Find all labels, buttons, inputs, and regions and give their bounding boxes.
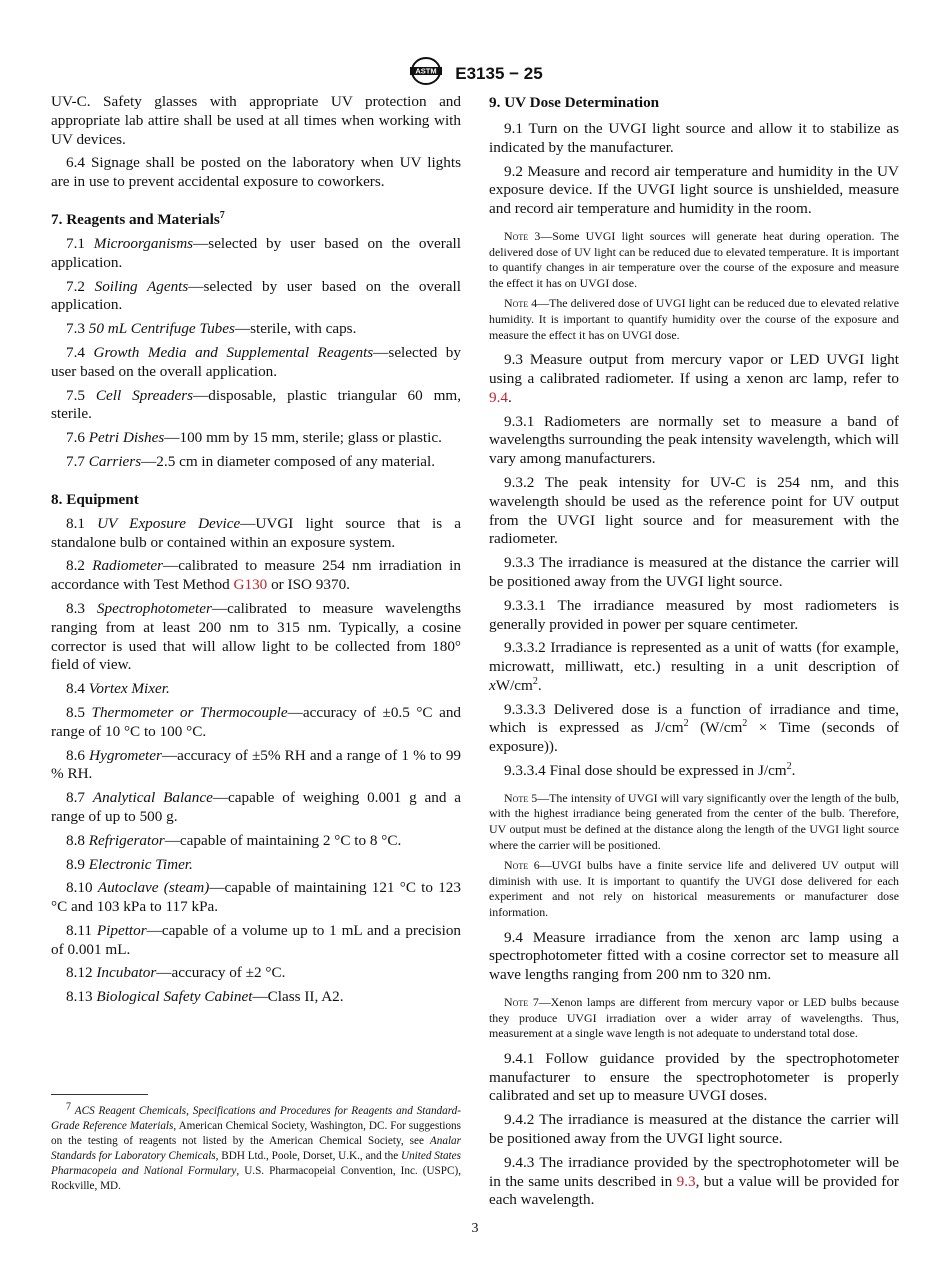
list-item: 7.1 Microorganisms—selected by user based on the overall application. xyxy=(51,234,462,271)
paragraph-9-3-3: 9.3.3 The irradiance is measured at the distance the carrier will be positioned away from the UVGI light source. xyxy=(489,554,899,590)
standard-designation: E3135 − 25 xyxy=(455,63,543,83)
list-item: 8.7 Analytical Balance—capable of weighing 0.001 g and a range of up to 500 g. xyxy=(51,789,462,825)
list-item: 8.2 Radiometer—calibrated to measure 254 nm irradiation in accordance with Test Method G130 or ISO 9370. xyxy=(51,557,461,594)
paragraph-9-3-3-1: 9.3.3.1 The irradiance measured by most radiometers is generally provided in power per square centimeter. xyxy=(489,596,899,633)
list-item: 8.13 Biological Safety Cabinet—Class II, A2. xyxy=(66,988,344,1006)
list-item: 8.3 Spectrophotometer—calibrated to measure wavelengths ranging from at least 200 nm to 315 nm. Typically, a cosine corrector is used that will allow light to be collected from 180° field of view. xyxy=(51,599,461,674)
list-item: 7.6 Petri Dishes—100 mm by 15 mm, sterile; glass or plastic. xyxy=(66,429,442,447)
list-item: 7.2 Soiling Agents—selected by user based on the overall application. xyxy=(51,277,461,314)
footnote-mark: 7 xyxy=(219,209,225,221)
list-item: 8.8 Refrigerator—capable of maintaining 2 °C to 8 °C. xyxy=(66,831,402,849)
paragraph-9-4-2: 9.4.2 The irradiance is measured at the distance the carrier will be positioned away from the UVGI light source. xyxy=(489,1111,899,1147)
list-item: 8.5 Thermometer or Thermocouple—accuracy of ±0.5 °C and range of 10 °C to 100 °C. xyxy=(51,703,462,740)
paragraph-9-4-1: 9.4.1 Follow guidance provided by the spectrophotometer manufacturer to ensure the spectrophotometer is properly calibrated and set up to measure UVGI doses. xyxy=(489,1049,899,1105)
list-item: 8.10 Autoclave (steam)—capable of maintaining 121 °C to 123 °C and 103 kPa to 117 kPa. xyxy=(51,879,461,916)
section-9-heading: 9. UV Dose Determination xyxy=(489,94,660,111)
section-9-4-link[interactable]: 9.4 xyxy=(489,388,508,406)
paragraph-9-3-1: 9.3.1 Radiometers are normally set to measure a band of wavelengths surrounding the peak intensity wavelength, which will vary among manufacturers. xyxy=(489,412,899,468)
paragraph-9-2: 9.2 Measure and record air temperature and humidity in the UV exposure device. If the UVGI light source is unshielded, measure and record air temperature and humidity in the room. xyxy=(489,162,899,218)
list-item: 7.4 Growth Media and Supplemental Reagents—selected by user based on the overall application. xyxy=(51,343,461,380)
note-6: Note 6—UVGI bulbs have a finite service life and delivered UV output will diminish with use. It is important to quantify the UVGI dose delivered for each experiment and not rely on historical measurements or manufacturer dose information. xyxy=(489,858,899,920)
note-3: Note 3—Some UVGI light sources will generate heat during operation. The delivered dose of UV light can be reduced due to elevated temperature. It is important to quantify changes in air temperature over the course of the exposure and measure the effect it has on UVGI dose. xyxy=(489,228,899,290)
section-8-heading: 8. Equipment xyxy=(51,490,139,508)
astm-logo-icon xyxy=(407,56,445,91)
footnote-divider xyxy=(51,1094,148,1095)
list-item: 7.7 Carriers—2.5 cm in diameter composed of any material. xyxy=(66,452,436,470)
paragraph-6-3-continuation: UV-C. Safety glasses with appropriate UV protection and appropriate lab attire shall be used at all times when working with UV devices. xyxy=(51,93,461,148)
section-7-heading: 7. Reagents and Materials$^7$ xyxy=(51,209,225,228)
paragraph-9-3-2: 9.3.2 The peak intensity for UV-C is 254 nm, and this wavelength should be used as the reference point for UV output from the UVGI light source and for measurement with the radiometer. xyxy=(489,473,899,548)
section-8-list xyxy=(51,515,461,1007)
list-item: 8.4 Vortex Mixer. xyxy=(66,680,170,698)
paragraph-9-3-3-2: 9.3.3.2 Irradiance is represented as a unit of watts (for example, microwatt, milliwatt, etc.) resulting in a unit description of $xW/cm^2$. xyxy=(489,639,899,694)
left-column xyxy=(51,93,461,1012)
paragraph-9-4-3: 9.4.3 The irradiance provided by the spectrophotometer will be in the same units described in 9.3, but a value will be provided for each wavelength. xyxy=(489,1153,899,1209)
paragraph-9-1: 9.1 Turn on the UVGI light source and allow it to stabilize as indicated by the manufacturer. xyxy=(489,120,899,156)
note-4: Note 4—The delivered dose of UVGI light can be reduced due to elevated relative humidity. It is important to quantify humidity over the course of the exposure and measure the effect it has on UVGI dose. xyxy=(489,296,899,342)
list-item: 7.3 50 mL Centrifuge Tubes—sterile, with caps. xyxy=(66,320,357,338)
list-item: 7.5 Cell Spreaders—disposable, plastic triangular 60 mm, sterile. xyxy=(51,386,461,423)
section-7-list xyxy=(51,235,461,472)
section-9-3-link[interactable]: 9.3 xyxy=(676,1172,696,1190)
page-header xyxy=(0,56,950,91)
list-item: 8.1 UV Exposure Device—UVGI light source that is a standalone bulb or contained within an exposure system. xyxy=(51,514,462,551)
note-5: Note 5—The intensity of UVGI will vary significantly over the length of the bulb, with the highest irradiance being generated from the center of the bulb. Therefore, UV output must be defined at the distance along the length of the UVGI light source where the carrier will be positioned. xyxy=(489,790,899,852)
paragraph-9-3-3-4: 9.3.3.4 Final dose should be expressed in $J/cm^2$. xyxy=(504,761,796,780)
list-item: 8.11 Pipettor—capable of a volume up to 1 mL and a precision of 0.001 mL. xyxy=(51,921,462,958)
test-method-link[interactable]: G130 xyxy=(233,576,268,594)
list-item: 8.6 Hygrometer—accuracy of ±5% RH and a range of 1 % to 99 % RH. xyxy=(51,746,462,783)
note-7: Note 7—Xenon lamps are different from mercury vapor or LED bulbs because they produce UVGI irradiation over a wider array of wavelengths. Thus, measurement at a single wave length is not adequate to understand total dose. xyxy=(489,995,899,1041)
list-item: 8.9 Electronic Timer. xyxy=(66,855,193,873)
paragraph-9-4: 9.4 Measure irradiance from the xenon arc lamp using a spectrophotometer fitted with a cosine corrector set to measure all wave lengths ranging from 200 nm to 320 nm. xyxy=(489,928,899,984)
svg-text:ASTM: ASTM xyxy=(415,66,437,76)
footnote-7: $^7$ ACS Reagent Chemicals, Specifications and Procedures for Reagents and Standard-Grade Reference Materials, American Chemical Society, Washington, DC. For suggestions on the testing of reagents not listed by the American Chemical Society, see Analar Standards for Laboratory Chemicals, BDH Ltd., Poole, Dorset, U.K., and the United States Pharmacopeia and National Formulary, U.S. Pharmacopeial Convention, Inc. (USPC), Rockville, MD. xyxy=(51,1101,461,1192)
right-column xyxy=(489,93,899,1215)
paragraph-6-4: 6.4 Signage shall be posted on the laboratory when UV lights are in use to prevent accidental exposure to coworkers. xyxy=(51,154,461,191)
paragraph-9-3: 9.3 Measure output from mercury vapor or LED UVGI light using a calibrated radiometer. If using a xenon arc lamp, refer to 9.4. xyxy=(489,351,899,406)
list-item: 8.12 Incubator—accuracy of ±2 °C. xyxy=(66,964,286,982)
page-number: 3 xyxy=(471,1221,479,1236)
paragraph-9-3-3-3: 9.3.3.3 Delivered dose is a function of irradiance and time, which is expressed as $J/cm^2$ ($W/cm^2$ × Time (seconds of exposure)). xyxy=(489,700,899,756)
